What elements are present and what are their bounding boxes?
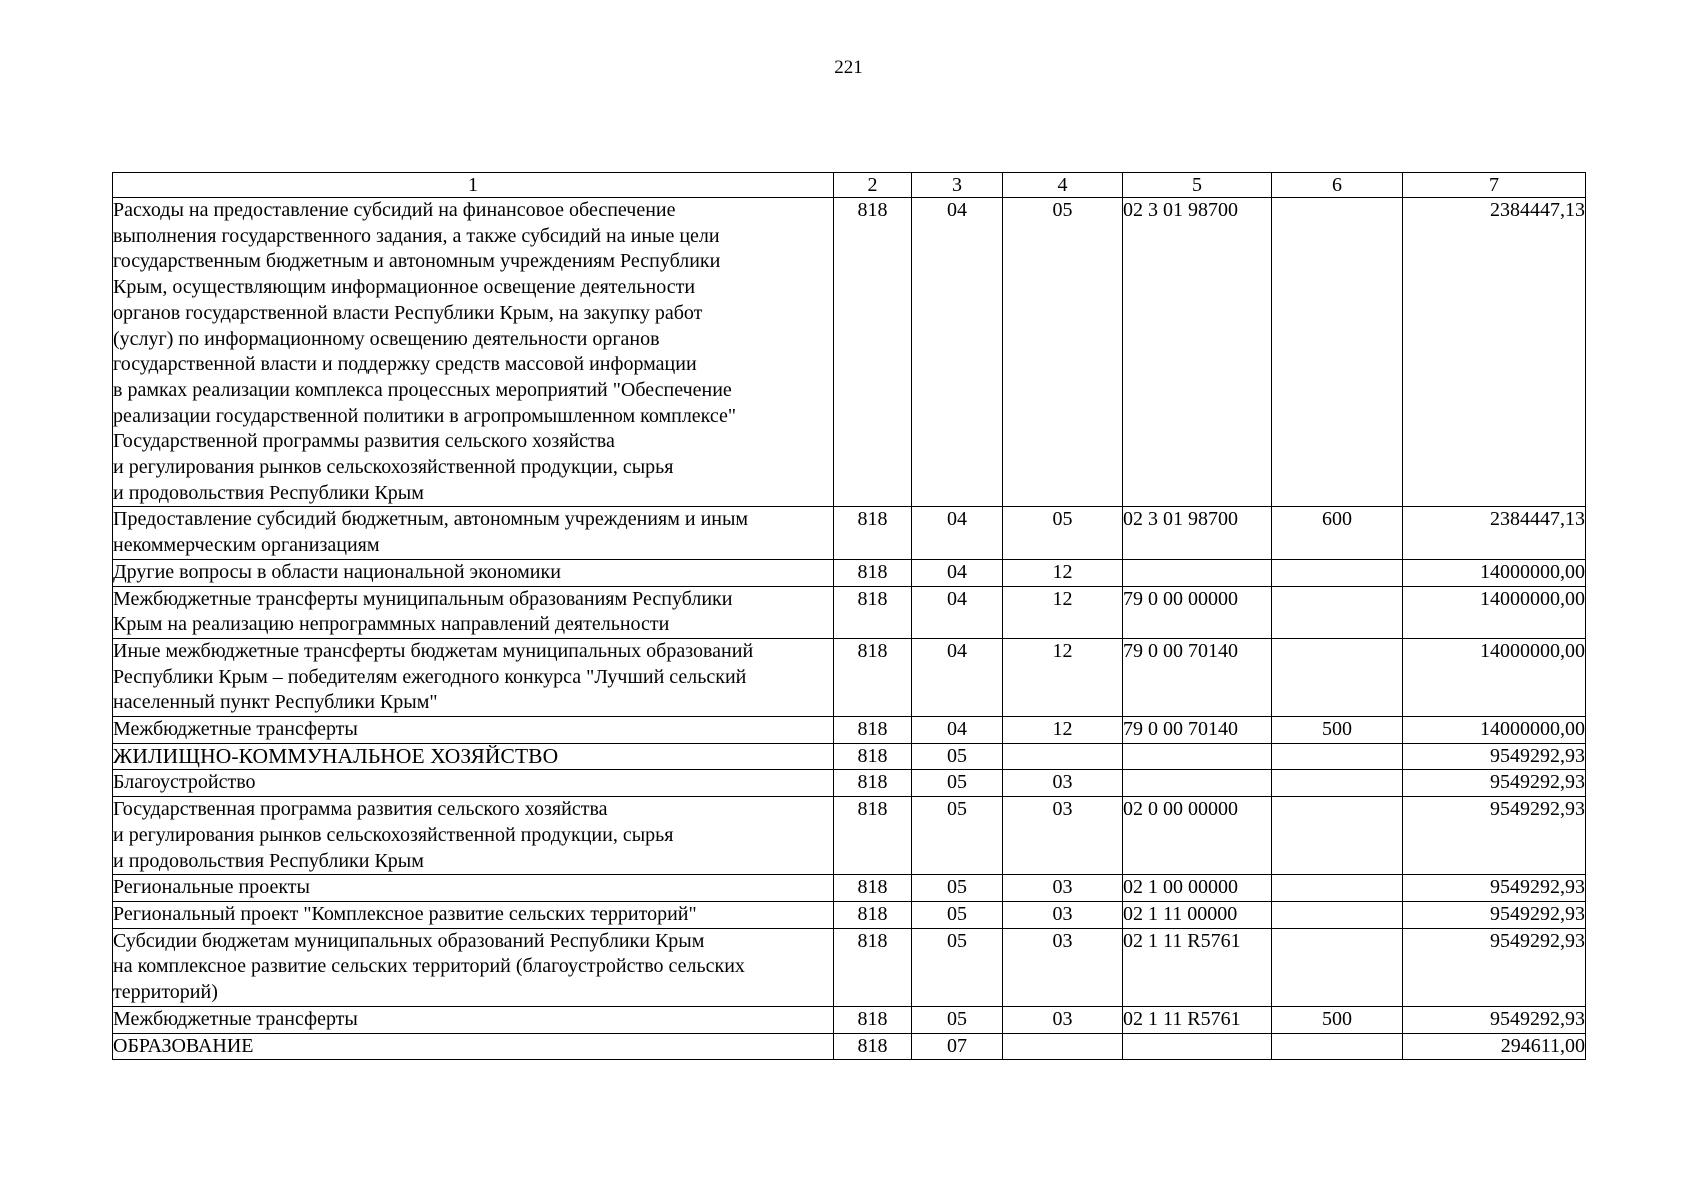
target-article-cell <box>1123 1033 1272 1060</box>
amount-cell: 2384447,13 <box>1403 507 1586 559</box>
column-header-department: 2 <box>834 173 912 198</box>
section-code-cell: 05 <box>912 928 1003 1006</box>
table-row <box>113 875 1586 902</box>
table-row <box>113 198 1586 507</box>
column-header-subsection: 4 <box>1003 173 1123 198</box>
table-header <box>113 173 1586 198</box>
expense-name-line: и продовольствия Республики Крым <box>113 849 424 872</box>
department-code-cell: 818 <box>834 797 912 875</box>
expense-name-line: Межбюджетные трансферты муниципальным образованиям Республики <box>113 587 733 610</box>
target-article-cell: 79 0 00 00000 <box>1123 586 1272 638</box>
subsection-code-cell: 03 <box>1003 928 1123 1006</box>
department-code-cell: 818 <box>834 638 912 716</box>
amount-cell: 294611,00 <box>1403 1033 1586 1060</box>
expense-name-line: Государственной программы развития сельского хозяйства <box>113 430 615 453</box>
subsection-code-cell: 12 <box>1003 586 1123 638</box>
subsection-code-cell: 03 <box>1003 797 1123 875</box>
target-article-cell: 02 0 00 00000 <box>1123 797 1272 875</box>
table-row <box>113 507 1586 559</box>
amount-cell: 9549292,93 <box>1403 743 1586 770</box>
subsection-code-cell: 12 <box>1003 638 1123 716</box>
subsection-code-cell: 03 <box>1003 770 1123 797</box>
department-code-cell: 818 <box>834 198 912 507</box>
amount-cell: 9549292,93 <box>1403 797 1586 875</box>
table-row <box>113 1033 1586 1060</box>
expense-name-line: Крым, осуществляющим информационное освещение деятельности <box>113 276 696 299</box>
expense-type-cell <box>1272 797 1403 875</box>
expense-name-line: Республики Крым – победителям ежегодного конкурса "Лучший сельский <box>113 665 747 688</box>
department-code-cell: 818 <box>834 928 912 1006</box>
expense-name-cell <box>113 1006 834 1033</box>
table-row <box>113 743 1586 770</box>
target-article-cell <box>1123 770 1272 797</box>
department-code-cell: 818 <box>834 743 912 770</box>
expense-type-cell: 600 <box>1272 507 1403 559</box>
expense-name-line: Предоставление субсидий бюджетным, автономным учреждениям и иным <box>113 508 749 531</box>
expense-type-cell <box>1272 743 1403 770</box>
expense-name-line: на комплексное развитие сельских территорий (благоустройство сельских <box>113 955 745 978</box>
expense-type-cell <box>1272 770 1403 797</box>
expense-name-line: Крым на реализацию непрограммных направлений деятельности <box>113 613 670 636</box>
expense-name-line: и регулирования рынков сельскохозяйственной продукции, сырья <box>113 456 674 479</box>
subsection-code-cell: 05 <box>1003 198 1123 507</box>
expense-name-line: органов государственной власти Республики Крым, на закупку работ <box>113 301 703 324</box>
section-code-cell: 07 <box>912 1033 1003 1060</box>
expense-name-cell <box>113 770 834 797</box>
expense-name-line: Региональный проект "Комплексное развитие сельских территорий" <box>113 902 697 925</box>
department-code-cell: 818 <box>834 507 912 559</box>
target-article-cell: 02 1 11 R5761 <box>1123 928 1272 1006</box>
expense-name-line: Субсидии бюджетам муниципальных образований Республики Крым <box>113 929 705 952</box>
section-code-cell: 04 <box>912 198 1003 507</box>
target-article-cell: 02 1 11 00000 <box>1123 901 1272 928</box>
expense-name-line: населенный пункт Республики Крым" <box>113 691 438 714</box>
subsection-code-cell: 03 <box>1003 1006 1123 1033</box>
section-code-cell: 04 <box>912 638 1003 716</box>
department-code-cell: 818 <box>834 586 912 638</box>
expense-name-cell <box>113 743 834 770</box>
expense-name-cell <box>113 928 834 1006</box>
table-row <box>113 559 1586 586</box>
section-code-cell: 05 <box>912 797 1003 875</box>
table-row <box>113 770 1586 797</box>
expense-name-line: и продовольствия Республики Крым <box>113 481 424 504</box>
target-article-cell: 79 0 00 70140 <box>1123 717 1272 744</box>
amount-cell: 9549292,93 <box>1403 1006 1586 1033</box>
subsection-code-cell: 05 <box>1003 507 1123 559</box>
column-header-section: 3 <box>912 173 1003 198</box>
section-code-cell: 05 <box>912 901 1003 928</box>
expense-name-line: в рамках реализации комплекса процессных мероприятий "Обеспечение <box>113 378 732 401</box>
expense-name-line: территорий) <box>113 981 218 1004</box>
department-code-cell: 818 <box>834 1033 912 1060</box>
department-code-cell: 818 <box>834 717 912 744</box>
expense-name-cell <box>113 901 834 928</box>
expense-name-cell <box>113 717 834 744</box>
column-header-target-article: 5 <box>1123 173 1272 198</box>
amount-cell: 14000000,00 <box>1403 717 1586 744</box>
section-code-cell: 05 <box>912 875 1003 902</box>
expense-type-cell <box>1272 198 1403 507</box>
target-article-cell: 02 3 01 98700 <box>1123 198 1272 507</box>
department-code-cell: 818 <box>834 559 912 586</box>
expense-name-cell <box>113 198 834 507</box>
expense-name-line: ЖИЛИЩНО-КОММУНАЛЬНОЕ ХОЗЯЙСТВО <box>113 743 559 768</box>
expense-name-cell <box>113 1033 834 1060</box>
subsection-code-cell <box>1003 1033 1123 1060</box>
expense-type-cell <box>1272 875 1403 902</box>
department-code-cell: 818 <box>834 875 912 902</box>
section-code-cell: 04 <box>912 507 1003 559</box>
expense-type-cell <box>1272 586 1403 638</box>
expense-name-line: и регулирования рынков сельскохозяйственной продукции, сырья <box>113 823 674 846</box>
target-article-cell: 02 1 11 R5761 <box>1123 1006 1272 1033</box>
expense-name-line: (услуг) по информационному освещению деятельности органов <box>113 327 660 350</box>
department-code-cell: 818 <box>834 770 912 797</box>
expense-name-cell <box>113 638 834 716</box>
section-code-cell: 04 <box>912 559 1003 586</box>
subsection-code-cell <box>1003 743 1123 770</box>
subsection-code-cell: 03 <box>1003 901 1123 928</box>
expense-name-line: ОБРАЗОВАНИЕ <box>113 1034 254 1057</box>
section-code-cell: 05 <box>912 770 1003 797</box>
table-row <box>113 928 1586 1006</box>
target-article-cell: 79 0 00 70140 <box>1123 638 1272 716</box>
subsection-code-cell: 12 <box>1003 559 1123 586</box>
table-row <box>113 1006 1586 1033</box>
column-header-amount: 7 <box>1403 173 1586 198</box>
subsection-code-cell: 12 <box>1003 717 1123 744</box>
expense-name-line: Иные межбюджетные трансферты бюджетам муниципальных образований <box>113 639 754 662</box>
section-code-cell: 04 <box>912 586 1003 638</box>
target-article-cell <box>1123 743 1272 770</box>
section-code-cell: 04 <box>912 717 1003 744</box>
expense-type-cell: 500 <box>1272 1006 1403 1033</box>
subsection-code-cell: 03 <box>1003 875 1123 902</box>
expense-type-cell <box>1272 901 1403 928</box>
amount-cell: 9549292,93 <box>1403 770 1586 797</box>
expense-type-cell <box>1272 1033 1403 1060</box>
expense-name-cell <box>113 875 834 902</box>
amount-cell: 14000000,00 <box>1403 638 1586 716</box>
table-row <box>113 586 1586 638</box>
header-row <box>113 173 1586 198</box>
amount-cell: 14000000,00 <box>1403 559 1586 586</box>
table-row <box>113 638 1586 716</box>
section-code-cell: 05 <box>912 743 1003 770</box>
expense-name-line: Другие вопросы в области национальной экономики <box>113 560 561 583</box>
expense-name-cell <box>113 559 834 586</box>
section-code-cell: 05 <box>912 1006 1003 1033</box>
expense-name-line: выполнения государственного задания, а также субсидий на иные цели <box>113 224 720 247</box>
expense-type-cell: 500 <box>1272 717 1403 744</box>
amount-cell: 2384447,13 <box>1403 198 1586 507</box>
column-header-name: 1 <box>113 173 834 198</box>
department-code-cell: 818 <box>834 901 912 928</box>
page-number: 221 <box>834 57 863 78</box>
amount-cell: 9549292,93 <box>1403 875 1586 902</box>
expense-name-cell <box>113 797 834 875</box>
amount-cell: 9549292,93 <box>1403 901 1586 928</box>
table-body <box>113 198 1586 1060</box>
budget-table <box>112 172 1586 1060</box>
expense-type-cell <box>1272 928 1403 1006</box>
amount-cell: 14000000,00 <box>1403 586 1586 638</box>
target-article-cell <box>1123 559 1272 586</box>
expense-type-cell <box>1272 638 1403 716</box>
table-row <box>113 797 1586 875</box>
table-row <box>113 901 1586 928</box>
expense-name-line: государственной власти и поддержку средств массовой информации <box>113 353 697 376</box>
target-article-cell: 02 3 01 98700 <box>1123 507 1272 559</box>
expense-name-line: государственным бюджетным и автономным учреждениям Республики <box>113 250 721 273</box>
table-row <box>113 717 1586 744</box>
department-code-cell: 818 <box>834 1006 912 1033</box>
expense-name-line: Государственная программа развития сельского хозяйства <box>113 798 608 821</box>
expense-name-line: реализации государственной политики в агропромышленном комплексе" <box>113 404 737 427</box>
expense-name-line: некоммерческим организациям <box>113 534 380 557</box>
amount-cell: 9549292,93 <box>1403 928 1586 1006</box>
expense-type-cell <box>1272 559 1403 586</box>
expense-name-line: Расходы на предоставление субсидий на финансовое обеспечение <box>113 199 676 221</box>
expense-name-line: Межбюджетные трансферты <box>113 1007 358 1030</box>
target-article-cell: 02 1 00 00000 <box>1123 875 1272 902</box>
column-header-expense-type: 6 <box>1272 173 1403 198</box>
expense-name-cell <box>113 507 834 559</box>
expense-name-line: Межбюджетные трансферты <box>113 718 358 741</box>
expense-name-line: Благоустройство <box>113 771 256 794</box>
expense-name-cell <box>113 586 834 638</box>
expense-name-line: Региональные проекты <box>113 876 310 899</box>
